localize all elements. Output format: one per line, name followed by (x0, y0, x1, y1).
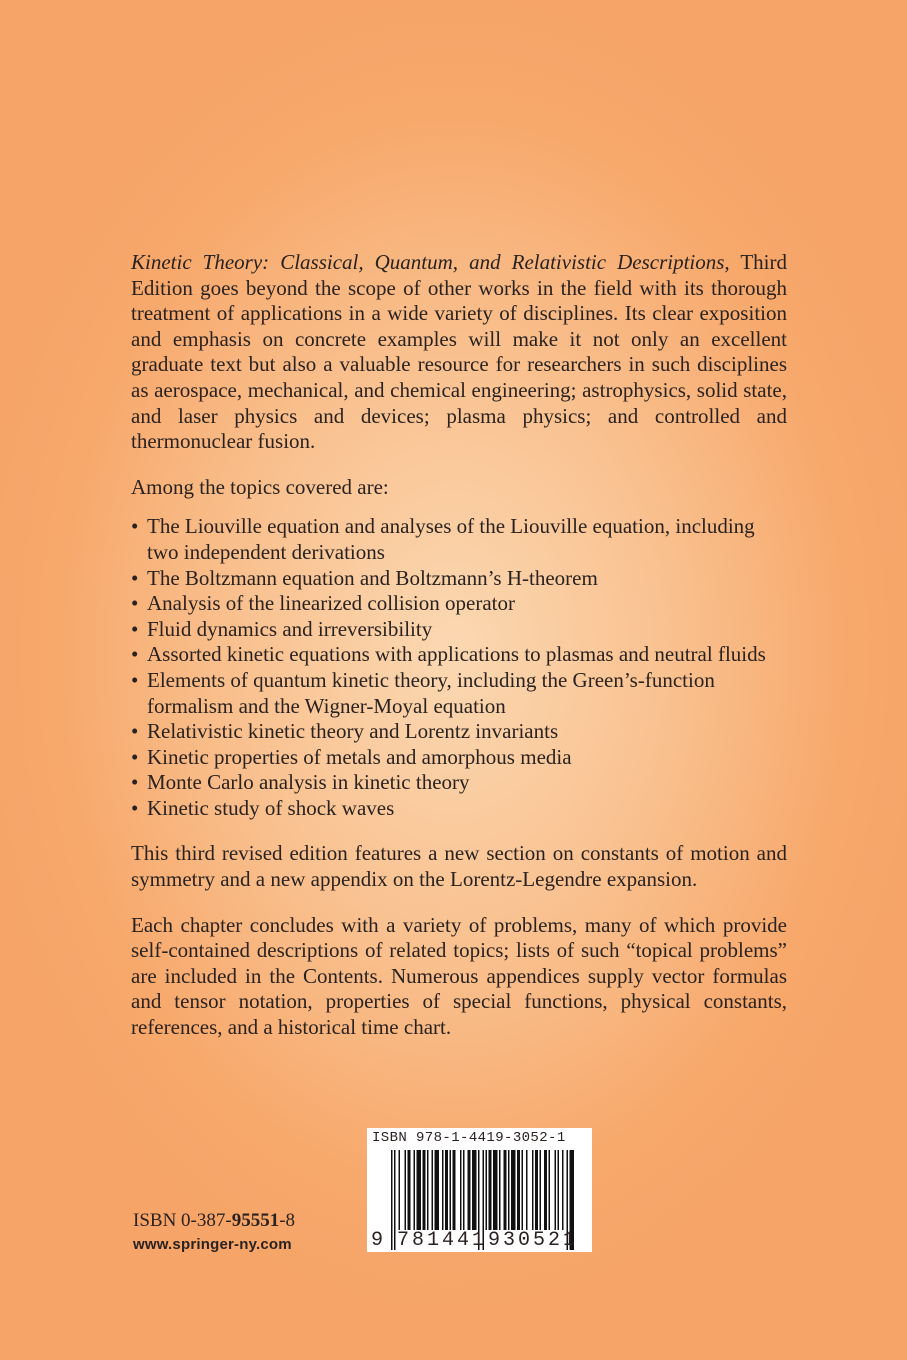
barcode-bar (489, 1150, 492, 1230)
chapters-paragraph: Each chapter concludes with a variety of problems, many of which provide self-contained descriptions of related topics; lists of such “topical problems” are included in the Contents. Numerous appendices supply vector formulas and tensor notation, properties of special functions, physical constants, references, and a historical time chart. (131, 912, 787, 1040)
topic-item: • Fluid dynamics and irreversibility (131, 617, 787, 643)
topic-item: • The Boltzmann equation and Boltzmann’s H-theorem (131, 566, 787, 592)
barcode-bar (405, 1150, 407, 1230)
topic-item: • The Liouville equation and analyses of the Liouville equation, including two independent derivations (131, 514, 787, 565)
intro-text: Third Edition goes beyond the scope of other works in the field with its thorough treatment of applications in a wide variety of disciplines. Its clear exposition and emphasis on concrete examples will make it not only an excellent graduate text but also a valuable resource for researchers in such disciplines as aerospace, mechanical, and chemical engineering; astrophysics, solid state, and laser physics and devices; plasma physics; and controlled and thermonuclear fusion. (131, 250, 787, 454)
barcode-bar (526, 1150, 528, 1230)
barcode-bar (408, 1150, 411, 1230)
publisher-url[interactable]: www.springer-ny.com (133, 1236, 292, 1253)
topic-item: • Analysis of the linearized collision operator (131, 591, 787, 617)
topic-item: • Relativistic kinetic theory and Lorentz invariants (131, 719, 787, 745)
barcode-digits (367, 1229, 592, 1251)
barcode-isbn-label: ISBN 978-1-4419-3052-1 (372, 1130, 566, 1146)
publisher-isbn: ISBN 0-387-95551-8 (133, 1210, 296, 1231)
barcode-digit-first: 9 (371, 1229, 384, 1252)
barcode-bar (445, 1150, 448, 1230)
barcode-bar (423, 1150, 426, 1230)
barcode-bar (463, 1150, 465, 1230)
barcode-bar (511, 1150, 516, 1230)
barcode-bar (532, 1150, 534, 1230)
intro-paragraph (131, 250, 787, 455)
barcode-bar (450, 1150, 452, 1230)
topic-item: • Kinetic study of shock waves (131, 796, 787, 822)
barcode-bar (417, 1150, 422, 1230)
book-title: Kinetic Theory: Classical, Quantum, and Relativistic Descriptions, (131, 250, 730, 274)
barcode-bar (535, 1150, 538, 1230)
barcode-bar (435, 1150, 440, 1230)
topic-item: • Kinetic properties of metals and amorphous media (131, 745, 787, 771)
barcode-bar (562, 1150, 564, 1230)
barcode-bar (399, 1150, 401, 1230)
barcode-bar (508, 1150, 510, 1230)
barcode-bar (504, 1150, 507, 1230)
barcode-bar (493, 1150, 498, 1230)
barcode-bar (472, 1150, 477, 1230)
barcode-bar (499, 1150, 501, 1230)
barcode-bar (442, 1150, 444, 1230)
barcode-bar (427, 1150, 429, 1230)
barcode-bar (555, 1150, 557, 1230)
barcode-digits-left: 781441 (397, 1229, 488, 1252)
barcode-bar (486, 1150, 488, 1230)
barcode-bar (549, 1150, 551, 1230)
topic-item: • Elements of quantum kinetic theory, including the Green’s-function formalism and the Wigner-Moyal equation (131, 668, 787, 719)
barcode-bar (453, 1150, 456, 1230)
topics-list (131, 514, 787, 821)
barcode-bar (460, 1150, 462, 1230)
barcode-bar (540, 1150, 542, 1230)
barcode-bar (414, 1150, 416, 1230)
back-cover-blurb (131, 250, 787, 1041)
barcode-bar (468, 1150, 471, 1230)
topic-item: • Assorted kinetic equations with applications to plasmas and neutral fluids (131, 642, 787, 668)
barcode-bar (558, 1150, 560, 1230)
barcode-digits-right: 930521 (488, 1229, 579, 1252)
topics-heading: Among the topics covered are: (131, 474, 389, 499)
topic-item: • Monte Carlo analysis in kinetic theory (131, 770, 787, 796)
barcode-bar (522, 1150, 524, 1230)
barcode-bar (544, 1150, 547, 1230)
barcode-bar (432, 1150, 434, 1230)
edition-paragraph: This third revised edition features a new section on constants of motion and symmetry and a new appendix on the Lorentz-Legendre expansion. (131, 841, 787, 892)
isbn-barcode (367, 1128, 592, 1252)
barcode-bar (517, 1150, 520, 1230)
